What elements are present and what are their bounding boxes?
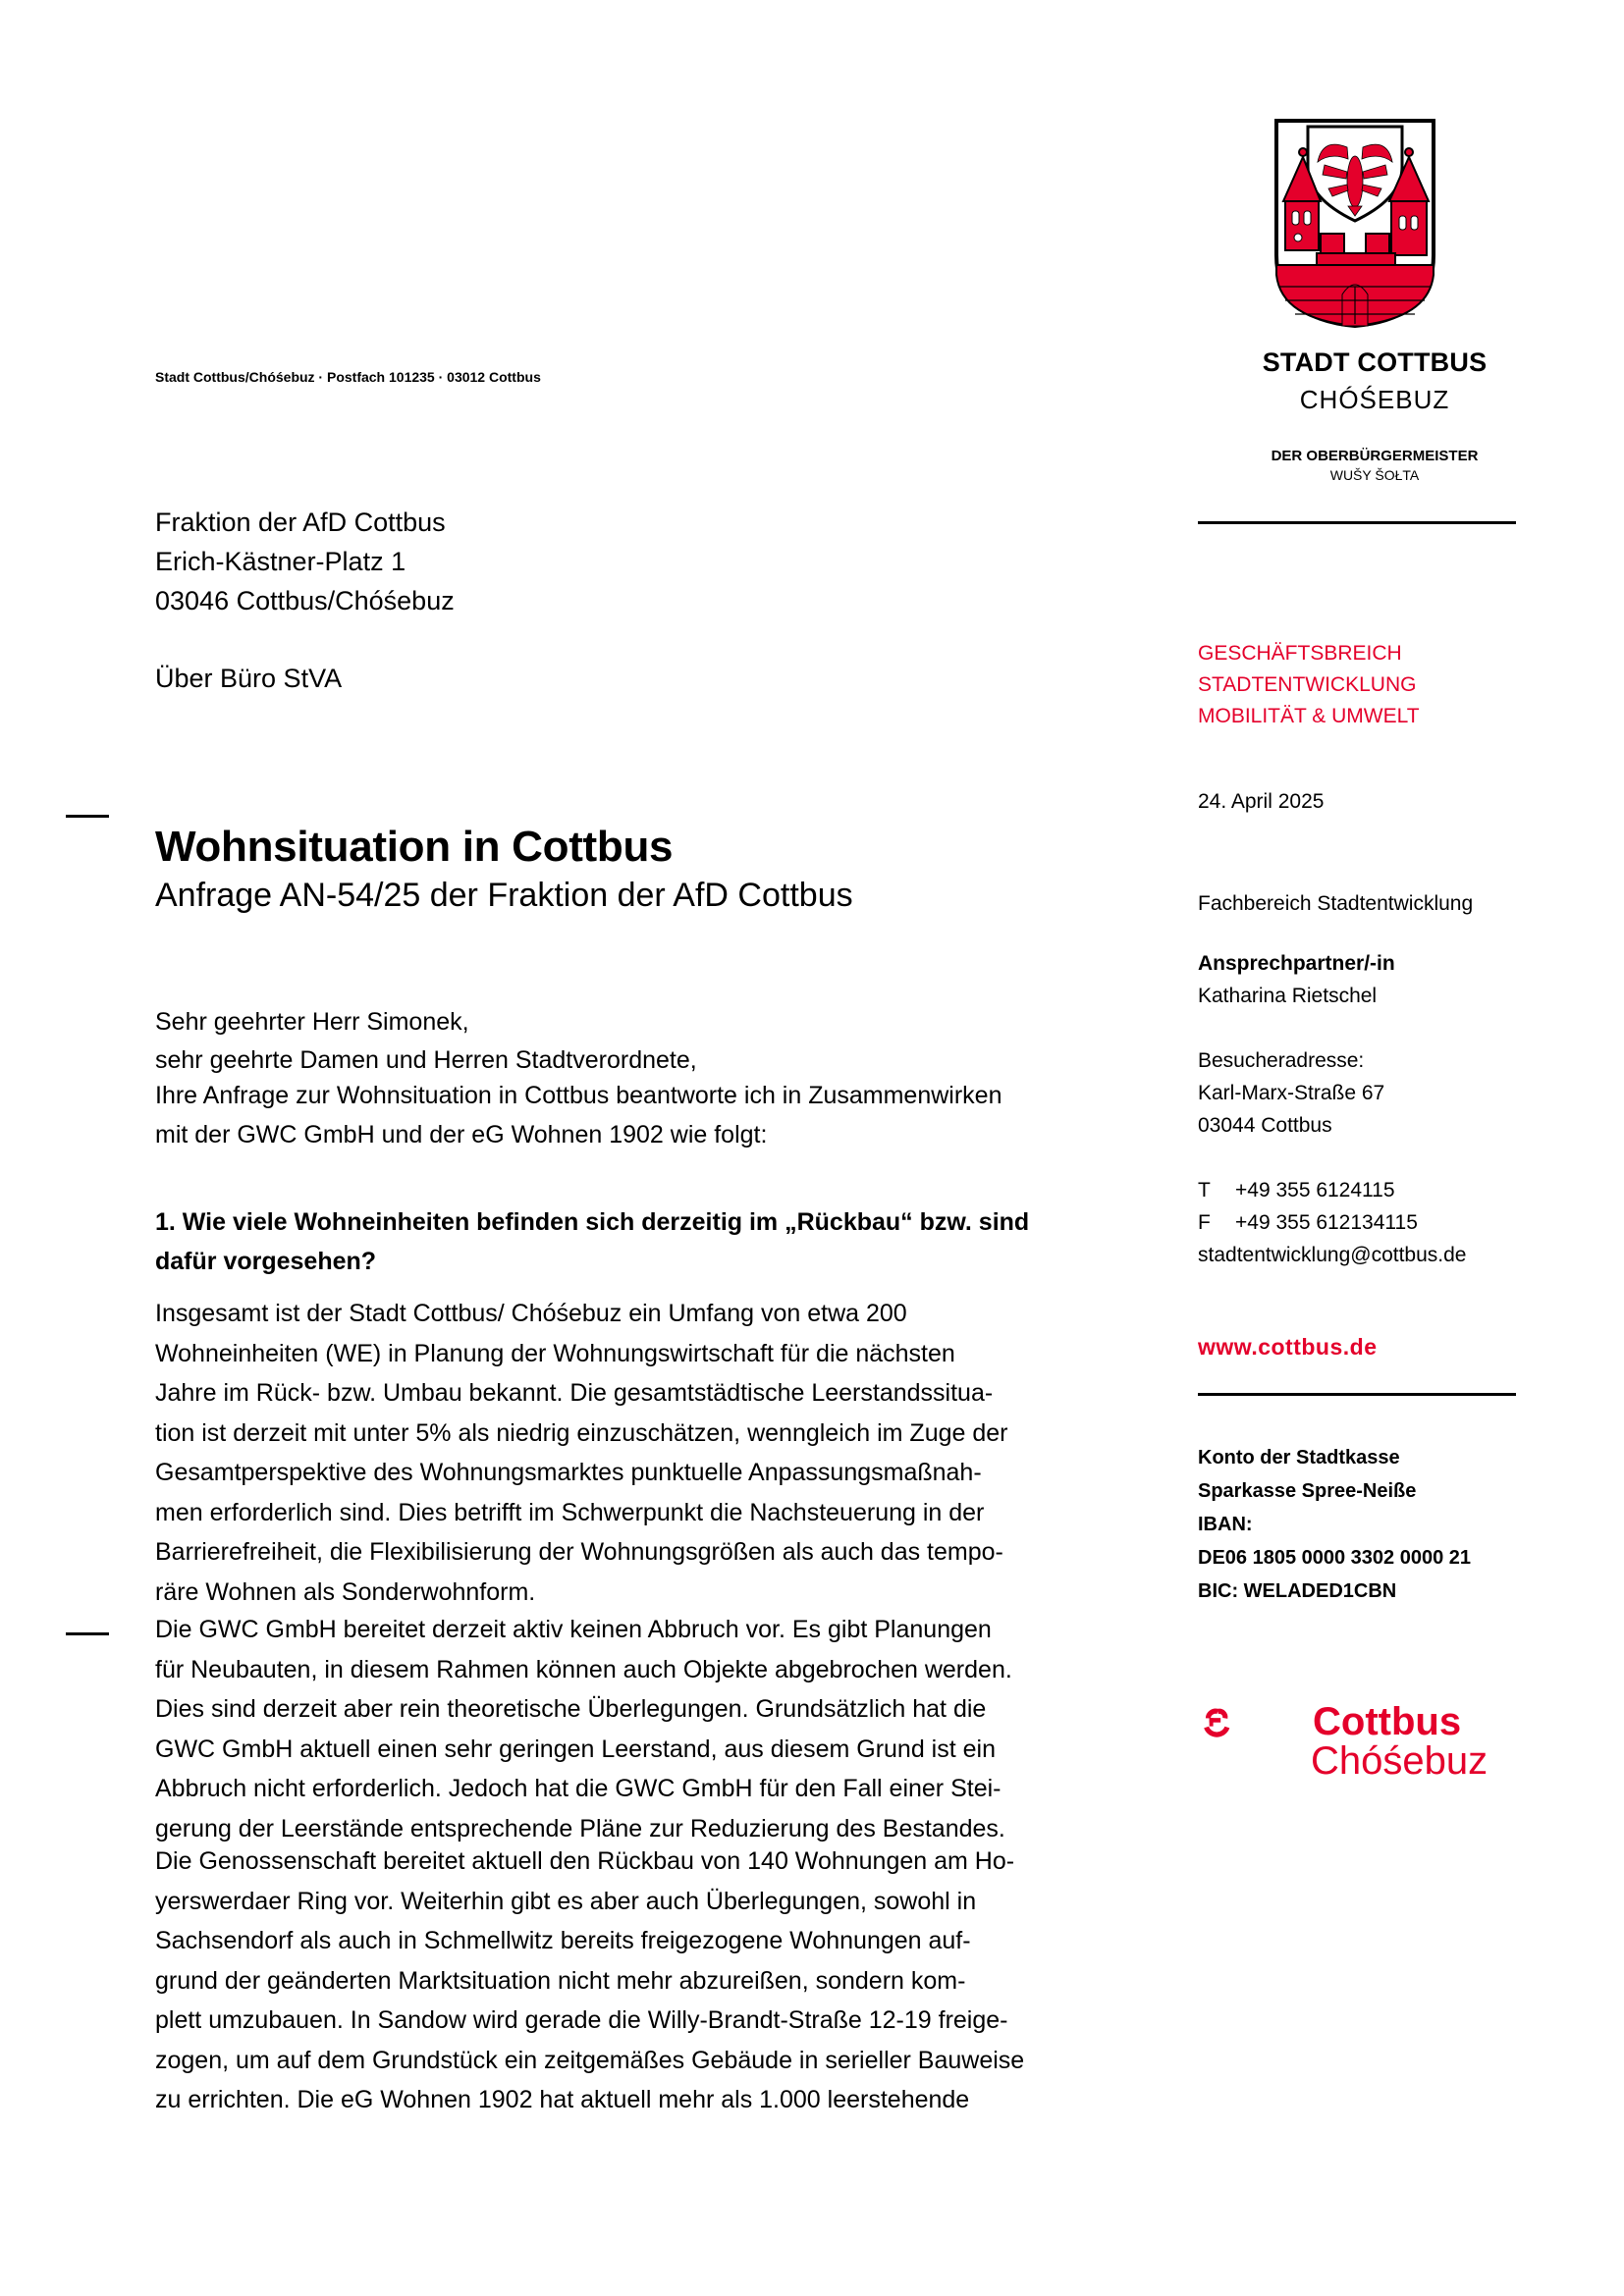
department-line: MOBILITÄT & UMWELT — [1198, 705, 1420, 727]
bank-label: Konto der Stadtkasse — [1198, 1447, 1400, 1468]
brand-title: STADT COTTBUS — [1262, 347, 1488, 377]
text-line: yerswerdaer Ring vor. Weiterhin gibt es aber auch Überlegungen, sowohl in — [155, 1887, 977, 1915]
fax-label: F — [1198, 1211, 1211, 1234]
contact-block — [1198, 947, 1466, 1271]
fold-mark — [66, 1632, 109, 1635]
intro-paragraph — [155, 1076, 1137, 1154]
text-line: Wohneinheiten (WE) in Planung der Wohnungswirtschaft für die nächsten — [155, 1339, 955, 1367]
text-line: zogen, um auf dem Grundstück ein zeitgemäßes Gebäude in serieller Bauweise — [155, 2046, 1025, 2074]
text-line: Jahre im Rück- bzw. Umbau bekannt. Die gesamtstädtische Leerstandssitua- — [155, 1379, 994, 1407]
bank-name: Sparkasse Spree-Neiße — [1198, 1480, 1417, 1502]
text-line: Die GWC GmbH bereitet derzeit aktiv keinen Abbruch vor. Es gibt Planungen — [155, 1616, 992, 1643]
divider — [1198, 1393, 1516, 1396]
department-line: GESCHÄFTSBREICH — [1198, 642, 1402, 665]
text-line: Die Genossenschaft bereitet aktuell den Rückbau von 140 Wohnungen am Ho- — [155, 1847, 1015, 1875]
text-line: Sachsendorf als auch in Schmellwitz bereits freigezogene Wohnungen auf- — [155, 1927, 971, 1954]
department-line: STADTENTWICKLUNG — [1198, 673, 1417, 696]
division: Fachbereich Stadtentwicklung — [1198, 892, 1474, 915]
mayor-title: DER OBERBÜRGERMEISTER — [1271, 448, 1479, 464]
text-line: men erforderlich sind. Dies betrifft im Schwerpunkt die Nachsteuerung in der — [155, 1498, 985, 1526]
letter-date: 24. April 2025 — [1198, 790, 1325, 813]
text-line: plett umzubauen. In Sandow wird gerade die Willy-Brandt-Straße 12-19 freige- — [155, 2006, 1008, 2034]
salutation-line: sehr geehrte Damen und Herren Stadtverordnete, — [155, 1046, 697, 1074]
text-line: Abbruch nicht erforderlich. Jedoch hat die GWC GmbH für den Fall einer Stei- — [155, 1775, 1001, 1802]
text-line: grund der geänderten Marktsituation nicht mehr abzureißen, sondern kom- — [155, 1966, 966, 1995]
bic-value: BIC: WELADED1CBN — [1198, 1580, 1397, 1602]
bank-details — [1198, 1441, 1471, 1608]
website-link[interactable]: www.cottbus.de — [1198, 1334, 1378, 1360]
email-link[interactable]: stadtentwicklung@cottbus.de — [1198, 1244, 1467, 1266]
logo-wordmark-chosebuz: Chóśebuz — [1311, 1739, 1489, 1783]
text-line: 1. Wie viele Wohneinheiten befinden sich derzeitig im „Rückbau“ bzw. sind — [155, 1208, 1030, 1236]
document-title: Wohnsituation in Cottbus — [155, 823, 674, 871]
visitor-city: 03044 Cottbus — [1198, 1114, 1332, 1137]
text-line: Gesamtperspektive des Wohnungsmarktes punktuelle Anpassungsmaßnah- — [155, 1459, 982, 1486]
delivery-via: Über Büro StVA — [155, 664, 343, 693]
recipient-address — [155, 503, 455, 620]
divider — [1198, 521, 1516, 524]
text-line: Insgesamt ist der Stadt Cottbus/ Chóśebuz ein Umfang von etwa 200 — [155, 1300, 907, 1327]
text-line: Barrierefreiheit, die Flexibilisierung der Wohnungsgrößen als auch das tempo- — [155, 1538, 1003, 1566]
text-line: tion ist derzeit mit unter 5% als niedrig einzuschätzen, wenngleich im Zuge der — [155, 1418, 1008, 1447]
text-line: für Neubauten, in diesem Rahmen können auch Objekte abgebrochen werden. — [155, 1655, 1012, 1683]
text-line: zu errichten. Die eG Wohnen 1902 hat aktuell mehr als 1.000 leerstehende — [155, 2086, 970, 2113]
cottbus-logo-icon — [1203, 1664, 1301, 1782]
mayor-name: WUŠY ŠOŁTA — [1329, 467, 1420, 483]
logo-wordmark-cottbus: Cottbus — [1313, 1700, 1462, 1743]
text-line: räre Wohnen als Sonderwohnform. — [155, 1577, 536, 1606]
text-line: dafür vorgesehen? — [155, 1248, 377, 1275]
text-line: gerung der Leerstände entsprechende Pläne zur Reduzierung des Bestandes. — [155, 1814, 1005, 1842]
phone-label: T — [1198, 1179, 1211, 1201]
sender-return-address: Stadt Cottbus/Chóśebuz · Postfach 101235 · 03012 Cottbus — [155, 369, 541, 385]
fold-mark — [66, 815, 109, 818]
phone-number[interactable]: +49 355 6124115 — [1235, 1179, 1395, 1201]
text-line: mit der GWC GmbH und der eG Wohnen 1902 wie folgt: — [155, 1121, 768, 1148]
text-line: Dies sind derzeit aber rein theoretische Überlegungen. Grundsätzlich hat die — [155, 1695, 987, 1723]
answer-paragraph — [155, 1610, 1127, 1848]
recipient-line: Fraktion der AfD Cottbus — [155, 507, 446, 537]
iban-label: IBAN: — [1198, 1514, 1253, 1535]
salutation — [155, 1003, 1127, 1080]
salutation-line: Sehr geehrter Herr Simonek, — [155, 1008, 469, 1036]
visitor-address-label: Besucheradresse: — [1198, 1049, 1365, 1072]
question-heading — [155, 1202, 1137, 1281]
iban-value: DE06 1805 0000 3302 0000 21 — [1198, 1547, 1472, 1569]
department-block — [1198, 638, 1420, 732]
document-subtitle: Anfrage AN-54/25 der Fraktion der AfD Cottbus — [155, 877, 853, 914]
contact-label: Ansprechpartner/-in — [1198, 952, 1395, 975]
recipient-line: Erich-Kästner-Platz 1 — [155, 547, 406, 576]
answer-paragraph — [155, 1842, 1127, 2120]
contact-name: Katharina Rietschel — [1198, 985, 1378, 1007]
visitor-street: Karl-Marx-Straße 67 — [1198, 1082, 1385, 1104]
coat-of-arms-icon — [1273, 118, 1436, 329]
brand-subtitle: CHÓŚEBUZ — [1299, 385, 1450, 414]
answer-paragraph — [155, 1294, 1127, 1612]
fax-row — [1198, 1206, 1466, 1239]
text-line: GWC GmbH aktuell einen sehr geringen Leerstand, aus diesem Grund ist ein — [155, 1735, 996, 1763]
fax-number: +49 355 612134115 — [1235, 1211, 1418, 1234]
phone-row — [1198, 1174, 1466, 1206]
text-line: Ihre Anfrage zur Wohnsituation in Cottbus beantworte ich in Zusammenwirken — [155, 1082, 1002, 1109]
recipient-line: 03046 Cottbus/Chóśebuz — [155, 586, 455, 615]
